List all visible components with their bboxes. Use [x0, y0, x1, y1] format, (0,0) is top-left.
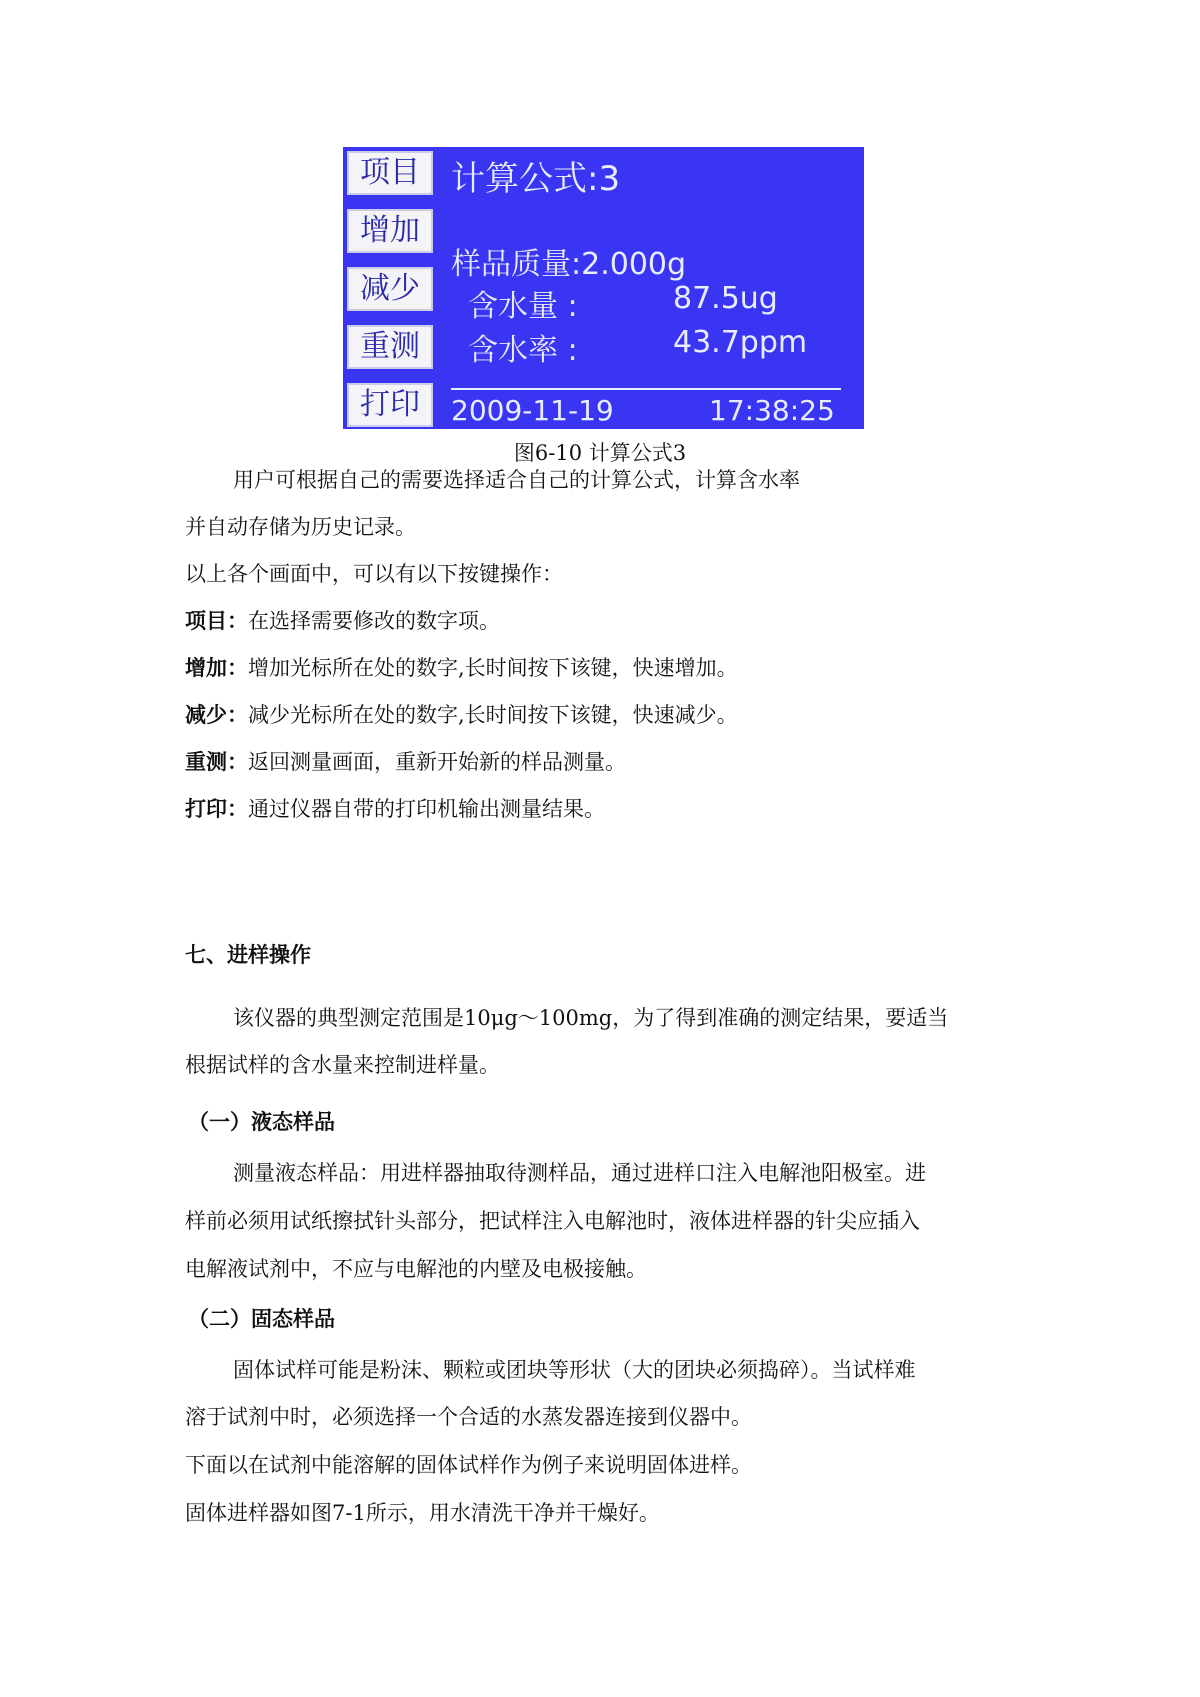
paragraph-line: 该仪器的典型测定范围是10μg～100mg，为了得到准确的测定结果，要适当	[233, 1006, 949, 1030]
paragraph-line: 固体试样可能是粉沫、颗粒或团块等形状（大的团块必须捣碎）。当试样难	[233, 1358, 916, 1382]
lcd-button-increase: 增加	[347, 209, 433, 253]
subsection-heading-solid: （二）固态样品	[188, 1306, 335, 1331]
paragraph-line: 测量液态样品：用进样器抽取待测样品，通过进样口注入电解池阳极室。进	[233, 1161, 926, 1185]
paragraph-line: 用户可根据自己的需要选择适合自己的计算公式，计算含水率	[233, 468, 800, 492]
lcd-divider	[451, 388, 841, 390]
paragraph-line: 并自动存储为历史记录。	[185, 515, 416, 539]
paragraph-line: 溶于试剂中时，必须选择一个合适的水蒸发器连接到仪器中。	[185, 1405, 752, 1429]
paragraph-line: 样前必须用试纸擦拭针头部分，把试样注入电解池时，液体进样器的针尖应插入	[185, 1209, 920, 1233]
key-description	[185, 655, 738, 681]
lcd-title: 计算公式:3	[451, 159, 621, 199]
subsection-heading-liquid: （一）液态样品	[188, 1109, 335, 1134]
key-label: 减少：	[185, 702, 248, 727]
lcd-water-label: 含水量 :	[468, 289, 578, 324]
key-label: 项目：	[185, 608, 248, 633]
lcd-rate-value: 43.7ppm	[673, 325, 808, 360]
paragraph-line: 根据试样的含水量来控制进样量。	[185, 1053, 500, 1077]
key-label: 重测：	[185, 749, 248, 774]
key-text: 减少光标所在处的数字,长时间按下该键，快速减少。	[248, 703, 738, 727]
lcd-button-remeasure: 重测	[347, 325, 433, 369]
key-text: 通过仪器自带的打印机输出测量结果。	[248, 797, 605, 821]
lcd-button-decrease: 减少	[347, 267, 433, 311]
lcd-rate-label: 含水率 :	[468, 333, 578, 368]
key-label: 增加：	[185, 655, 248, 680]
section-heading: 七、进样操作	[185, 942, 311, 967]
paragraph-line: 固体进样器如图7-1所示，用水清洗干净并干燥好。	[185, 1501, 660, 1525]
key-description	[185, 608, 500, 634]
paragraph-line: 下面以在试剂中能溶解的固体试样作为例子来说明固体进样。	[185, 1453, 752, 1477]
lcd-time: 17:38:25	[709, 394, 835, 427]
lcd-date: 2009-11-19	[451, 394, 614, 427]
lcd-screenshot	[343, 147, 864, 429]
key-text: 增加光标所在处的数字,长时间按下该键，快速增加。	[248, 656, 738, 680]
key-text: 返回测量画面，重新开始新的样品测量。	[248, 750, 626, 774]
lcd-button-print: 打印	[347, 383, 433, 427]
key-text: 在选择需要修改的数字项。	[248, 609, 500, 633]
key-description	[185, 796, 605, 822]
key-label: 打印：	[185, 796, 248, 821]
lcd-water-value: 87.5ug	[673, 281, 778, 316]
paragraph-line: 以上各个画面中，可以有以下按键操作：	[185, 562, 563, 586]
key-description	[185, 702, 738, 728]
paragraph-line: 电解液试剂中，不应与电解池的内壁及电极接触。	[185, 1257, 647, 1281]
figure-caption: 图6-10 计算公式3	[513, 441, 687, 465]
key-description	[185, 749, 626, 775]
lcd-button-item: 项目	[347, 151, 433, 195]
lcd-sample-mass: 样品质量:2.000g	[451, 247, 687, 282]
